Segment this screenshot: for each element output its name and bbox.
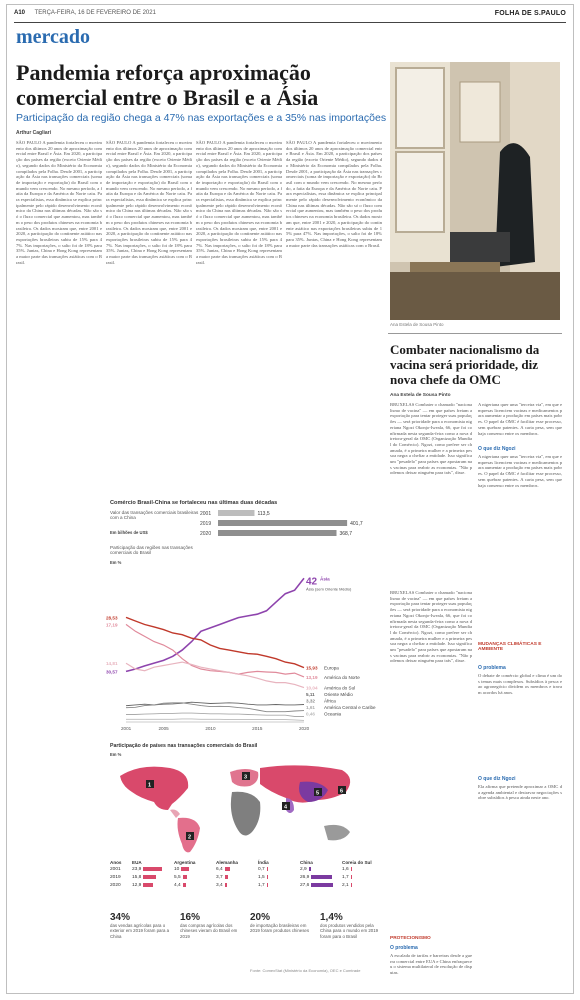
map-unit: Em % [110,752,122,757]
stats-row [110,912,382,939]
article-headline: Pandemia reforça aproximação comercial entre o Brasil e a Ásia [16,60,319,110]
start-value-label: 30,57 [106,669,118,675]
sidebar-q2: O que diz Ngozi [478,776,516,782]
page-number: A10 [14,10,26,16]
table-header-cell: Coreia do Sul [342,860,372,865]
line-chart [104,560,386,740]
start-value-label: 17,19 [106,622,118,628]
series-note-label: Ásia (sem Oriente Médio) [306,586,352,592]
table-bar [143,875,155,879]
table-row [110,873,382,881]
bar-category-label: 2020 [200,531,212,537]
table-cell: 26,9 [300,875,342,880]
table-bar [267,883,268,887]
stat-value: 1,4% [320,912,343,923]
stat-block [250,912,312,939]
sidebar-headline: Combater nacionalismo da vacina será prioridade, diz nova chefe da OMC [390,342,540,387]
series-line-7 [126,719,304,721]
bar-chart-unit: Em bilhões de US$ [110,530,148,535]
table-bar [225,883,228,887]
table-cell: 3,4 [216,883,258,888]
svg-text:5: 5 [316,790,320,797]
country-table [110,860,382,889]
stat-text: de importação brasileiras em 2019 foram produtos chineses [250,923,310,934]
end-value-label: 5,11 [306,692,315,697]
article-photo [390,62,560,320]
table-header-cell: China [300,860,313,865]
world-map [110,758,382,858]
table-bar [181,867,189,871]
line-chart-subtitle: Participação das regiões nas transações comerciais do Brasil [110,545,193,555]
stat-value: 34% [110,912,131,923]
table-bar [183,883,187,887]
table-cell: 3,7 [216,875,258,880]
end-value-label: 1,61 [306,705,315,710]
bar-2020 [218,530,337,536]
article-body-col-4: SÃO PAULO A pandemia fortaleceu o movimento dos últimos 20 anos de aproximação comercial entre Brasil e Ásia. Em 2020, a participação dos países da região (exceto Oriente Médio), segundo dados do Ministério da Economia compilados pela Folha. Desde 2001, a participação da Ásia nas transações comerciais (soma de importação e exportação) do Brasil com o mundo vem crescendo. No mesmo período, a fatia da Europa e da América do Norte caiu. Para especialistas, essa dinâmica se explica principalmente pelo rápido desenvolvimento econômico da China nas últimas décadas. Não são só o fluxo comercial que aumentou, mas também o peso dos produtos chineses na economia brasileira. Os dados mostram que, entre 2001 e 2020, a participação do continente asiático nas exportações brasileiras subiu de 15% para 47%. Nas importações, o salto foi de 18% para 35%. Juntas, China e Hong Kong representam a maior parte das transações asiáticas com o Brasil. [286,140,382,248]
table-cell: 0,7 [258,867,300,872]
svg-text:6: 6 [340,788,344,795]
table-bar [311,883,333,887]
stat-block [320,912,382,939]
series-line-0 [126,578,304,671]
table-header-cell: Argentina [174,860,196,865]
sidebar-topic-protectionism: PROTECIONISMO [390,936,431,941]
series-line-6 [126,713,304,716]
table-bar [309,867,311,871]
svg-text:3: 3 [244,774,248,781]
sidebar-problem-1: O problema [478,665,506,671]
table-bar [267,875,268,879]
stat-text: das vendas agrícolas para o exterior em 2019 foram para a China [110,923,170,939]
photo-illustration [390,62,560,320]
table-bar [351,875,352,879]
end-value-label: 3,32 [306,698,315,704]
table-bar [225,875,228,879]
stat-value: 20% [250,912,271,923]
table-bar [143,867,162,871]
table-bar [311,875,332,879]
table-cell: 27,6 [300,883,342,888]
bar-value-label: 368,7 [339,531,353,537]
sidebar-body-col-1b: BRUXELAS Combater o chamado "nacionalismo de vacina" — em que países freiam a exportação para tentar proteger suas populações — será prioridade para a economista nigeriana Ngozi Okonjo-Iweala, 66, que foi confirmada nesta segunda-feira como a nova diretora-geral da OMC (Organização Mundial do Comércio). Ngozi, como prefere ser chamada, é a primeira mulher e a primeira pessoa negra a chefiar a entidade. Isso significa um "pesadelo" para países que apostaram nas vacinas para reabrir as economias. "Não podemos deixar ninguém para trás", disse. [390,590,472,664]
series-name-label: Europa [324,665,339,671]
table-bar [351,883,353,887]
x-tick-label: 2015 [252,726,263,731]
table-row [110,881,382,889]
x-tick-label: 2020 [299,726,310,731]
article-body-col-3: SÃO PAULO A pandemia fortaleceu o movimento dos últimos 20 anos de aproximação comercial entre Brasil e Ásia. Em 2020, a participação dos países da região (exceto Oriente Médio), segundo dados do Ministério da Economia compilados pela Folha. Desde 2001, a participação da Ásia nas transações comerciais (soma de importação e exportação) do Brasil com o mundo vem crescendo. No mesmo período, a fatia da Europa e da América do Norte caiu. Para especialistas, essa dinâmica se explica principalmente pelo rápido desenvolvimento econômico da China nas últimas décadas. Não são só o fluxo comercial que aumentou, mas também o peso dos produtos chineses na economia brasileira. Os dados mostram que, entre 2001 e 2020, a participação do continente asiático nas exportações brasileiras subiu de 15% para 47%. Nas importações, o salto foi de 18% para 35%. Juntas, China e Hong Kong representam a maior parte das transações asiáticas com o Brasil. [196,140,282,265]
table-header-cell: EUA [132,860,142,865]
table-bar [267,867,268,871]
svg-text:1: 1 [148,782,152,789]
series-line-3 [126,662,304,688]
table-cell: 2,9 [300,867,342,872]
line-chart-unit: Em % [110,560,122,565]
map-title: Participação de países nas transações comerciais do Brasil [110,743,258,749]
bar-category-label: 2019 [200,521,212,527]
x-tick-label: 2010 [205,726,216,731]
x-tick-label: 2005 [158,726,169,731]
series-name-label: América do Norte [324,674,360,680]
bar-value-label: 113,5 [257,511,270,517]
article-body-col-1: SÃO PAULO A pandemia fortaleceu o movimento dos últimos 20 anos de aproximação comercial entre Brasil e Ásia. Em 2020, a participação dos países da região (exceto Oriente Médio), segundo dados do Ministério da Economia compilados pela Folha. Desde 2001, a participação da Ásia nas transações comerciais (soma de importação e exportação) do Brasil com o mundo vem crescendo. No mesmo período, a fatia da Europa e da América do Norte caiu. Para especialistas, essa dinâmica se explica principalmente pelo rápido desenvolvimento econômico da China nas últimas décadas. Não são só o fluxo comercial que aumentou, mas também o peso dos produtos chineses na economia brasileira. Os dados mostram que, entre 2001 e 2020, a participação do continente asiático nas exportações brasileiras subiu de 15% para 47%. Nas importações, o salto foi de 18% para 35%. Juntas, China e Hong Kong representam a maior parte das transações asiáticas com o Brasil. [16,140,102,265]
country-table-header [110,860,382,865]
series-name-label: África [324,698,336,704]
end-value-label: 15,93 [306,665,318,671]
table-row [110,865,382,873]
table-cell: 5,5 [174,875,216,880]
bar-chart [200,508,380,540]
end-value-label: 42 [306,576,318,588]
table-bar [351,867,352,871]
table-cell: 2019 [110,874,121,880]
stat-text: das compras agrícolas dos chineses vieram do Brasil em 2019 [180,923,238,939]
bar-chart-title: Comércio Brasil-China se fortaleceu nas últimas duas décadas [110,500,278,506]
country-table-body [110,865,382,889]
table-bar [143,883,153,887]
stat-block [110,912,172,939]
sidebar-problem-2: O problema [390,945,418,951]
series-name-label: Ásia [320,576,330,582]
table-cell: 23,9 [132,867,174,872]
table-cell: 1,5 [258,875,300,880]
series-name-label: América Central e Caribe [324,705,376,710]
newspaper-name: FOLHA DE S.PAULO [494,10,566,17]
table-cell: 15,8 [132,875,174,880]
table-cell: 2020 [110,882,121,888]
sidebar-body-col-2: A nigeriana quer uma "terceira via", em que empresas licenciem vacinas e medicamentos para aumentar a produção em países mais pobres. O papel da OMC é facilitar esse processo, sem quebrar patentes. A carta pesa, sem que haja consenso entre os membros. [478,402,562,436]
sidebar-q2-text: Ela afirma que pretende aproximar a OMC da agenda ambiental e destravar negociações sobre subsídios à pesca ainda neste ano. [478,784,562,801]
table-header-cell: Alemanha [216,860,238,865]
start-value-label: 14,81 [106,661,118,667]
article-subhead: Participação da região chega a 47% nas exportações e a 35% nas importações [16,112,387,124]
sidebar-topic-climate: MUDANÇAS CLIMÁTICAS E AMBIENTE [478,642,542,652]
page-header [14,10,566,22]
table-cell: 10 [174,867,216,872]
series-line-2 [126,624,304,677]
series-name-label: América do Sul [324,685,356,691]
table-cell: 4,4 [174,883,216,888]
series-line-1 [126,617,304,667]
table-cell: 2001 [110,866,121,872]
chart-source: Fonte: ComexStat (Ministério da Economia), OEC e Comtrade [250,968,361,973]
stat-text: dos produtos vendidos pela China para o mundo em 2019 foram para o Brasil [320,923,379,939]
bar-chart-legend: Valor das transações comerciais brasileiras com a China [110,510,199,520]
sidebar-rule [388,333,562,334]
article-body-col-2: SÃO PAULO A pandemia fortaleceu o movimento dos últimos 20 anos de aproximação comercial entre Brasil e Ásia. Em 2020, a participação dos países da região (exceto Oriente Médio), segundo dados do Ministério da Economia compilados pela Folha. Desde 2001, a participação da Ásia nas transações comerciais (soma de importação e exportação) do Brasil com o mundo vem crescendo. No mesmo período, a fatia da Europa e da América do Norte caiu. Para especialistas, essa dinâmica se explica principalmente pelo rápido desenvolvimento econômico da China nas últimas décadas. Não são só o fluxo comercial que aumentou, mas também o peso dos produtos chineses na economia brasileira. Os dados mostram que, entre 2001 e 2020, a participação do continente asiático nas exportações brasileiras subiu de 15% para 47%. Nas importações, o salto foi de 18% para 35%. Juntas, China e Hong Kong representam a maior parte das transações asiáticas com o Brasil. [106,140,192,265]
table-cell: 6,4 [216,867,258,872]
table-cell: 1,7 [258,883,300,888]
sidebar-byline: Ana Estela de Sousa Pinto [390,393,451,398]
end-value-label: 10,04 [306,685,318,691]
start-value-label: 28,53 [106,615,118,621]
svg-text:4: 4 [284,804,288,811]
sidebar-q1: O que diz Ngozi [478,446,516,452]
stat-block [180,912,242,939]
stat-value: 16% [180,912,201,923]
table-cell: 1,6 [342,867,382,872]
bar-value-label: 401,7 [350,521,363,527]
table-bar [225,867,230,871]
bar-2001 [218,510,254,516]
table-header-cell: Anos [110,860,122,865]
series-name-label: Oriente Médio [324,692,353,697]
table-header-cell: Índia [258,860,269,865]
table-cell: 1,7 [342,875,382,880]
photo-caption: Ana Estela de Sousa Pinto [390,322,444,327]
section-title: mercado [16,26,91,48]
sidebar-problem-2-text: A escalada de tarifas e barreiras desde a guerra comercial entre EUA e China enfraqueceu o sistema multilateral de resolução de disputas. [390,953,472,976]
end-value-label: 0,46 [306,711,315,717]
article-byline: Arthur Cagliari [16,130,52,136]
table-bar [183,875,187,879]
table-cell: 2,1 [342,883,382,888]
svg-text:2: 2 [188,834,192,841]
bar-category-label: 2001 [200,511,212,517]
sidebar-problem-1-text: O debate de comércio global e clima é um dos temas mais complexos. Subsídios à pesca e ao agronegócio dividem os membros e travam acordos há anos. [478,673,562,696]
end-value-label: 13,19 [306,674,318,680]
header-rule [14,22,566,23]
bar-2019 [218,520,347,526]
table-cell: 12,9 [132,883,174,888]
series-name-label: Oceania [324,711,342,717]
page-date: TERÇA-FEIRA, 16 DE FEVEREIRO DE 2021 [34,10,156,16]
sidebar-body-col-1: BRUXELAS Combater o chamado "nacionalismo de vacina" — em que países freiam a exportação para tentar proteger suas populações — será prioridade para a economista nigeriana Ngozi Okonjo-Iweala, 66, que foi confirmada nesta segunda-feira como a nova diretora-geral da OMC (Organização Mundial do Comércio). Ngozi, como prefere ser chamada, é a primeira mulher e a primeira pessoa negra a chefiar a entidade. Isso significa um "pesadelo" para países que apostaram nas vacinas para reabrir as economias. "Não podemos deixar ninguém para trás", disse. [390,402,472,476]
x-tick-label: 2001 [121,726,132,731]
sidebar-q1-text: A nigeriana quer uma "terceira via", em que empresas licenciem vacinas e medicamentos para aumentar a produção em países mais pobres. O papel da OMC é facilitar esse processo, sem quebrar patentes. A carta pesa, sem que haja consenso entre os membros. [478,454,562,488]
